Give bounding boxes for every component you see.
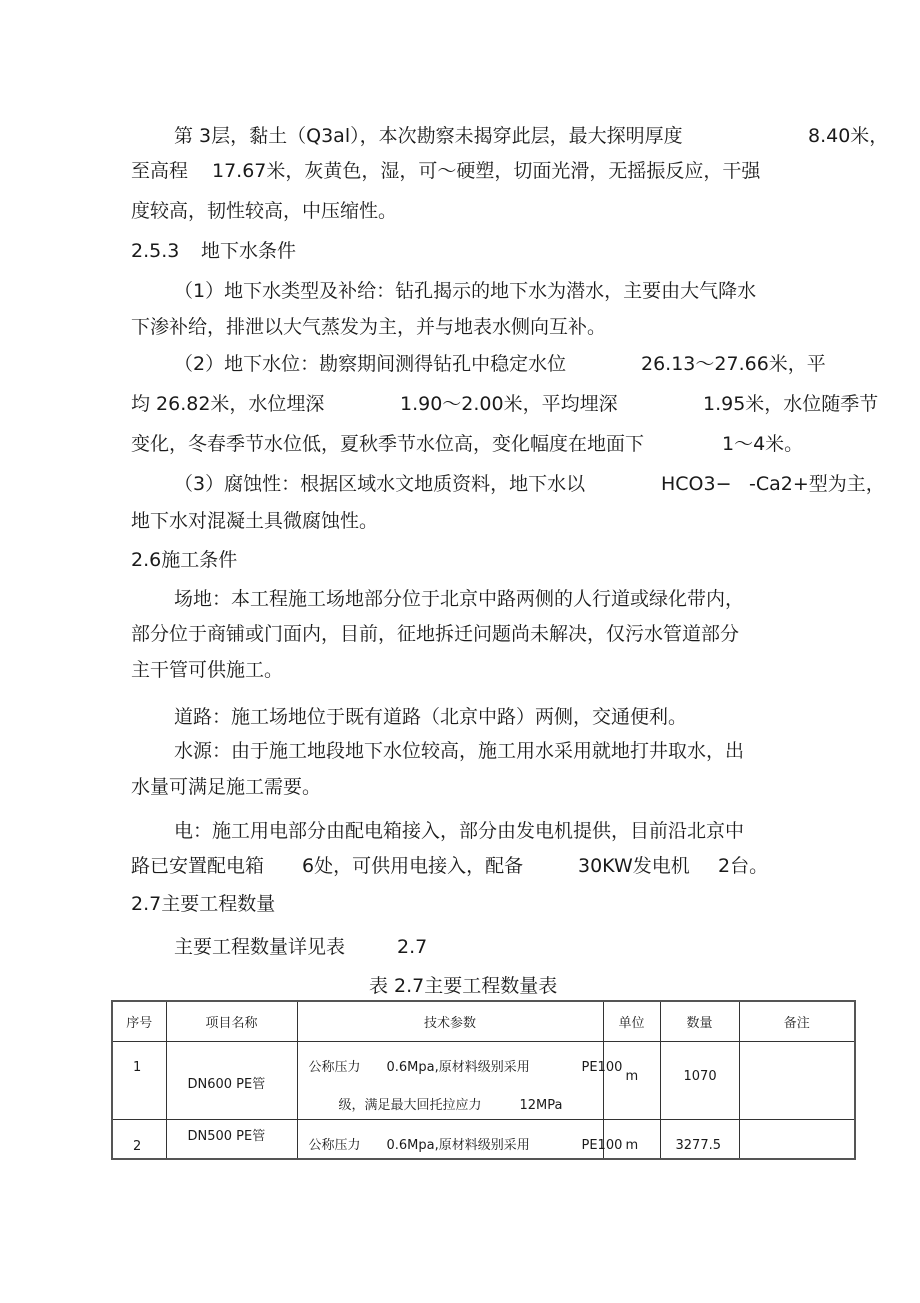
groundwater-p3-line1c: -Ca2+型为主， xyxy=(749,473,885,495)
site-line1: 场地：本工程施工场地部分位于北京中路两侧的人行道或绿化带内， xyxy=(174,588,745,610)
groundwater-p2-line1a: （2）地下水位：勘察期间测得钻孔中稳定水位 xyxy=(174,353,567,375)
header-remark: 备注 xyxy=(739,1001,855,1041)
row1-qty xyxy=(660,1041,739,1119)
row2-unit-text: m xyxy=(625,1137,639,1153)
row1-qty-text: 1070 xyxy=(683,1068,717,1084)
table-row xyxy=(112,1119,855,1159)
row1-unit-text: m xyxy=(625,1068,639,1084)
groundwater-p2-line2b: 1.90～2.00米，平均埋深 xyxy=(400,393,618,415)
section-2-5-3-number: 2.5.3 xyxy=(131,240,180,262)
row2-param-1b: 0.6Mpa,原材料级别采用 xyxy=(386,1137,530,1153)
groundwater-p2-line3a: 变化，冬春季节水位低，夏秋季节水位高，变化幅度在地面下 xyxy=(131,433,645,455)
row1-param-2b: 12MPa xyxy=(519,1097,563,1113)
power-line2d: 2台。 xyxy=(718,855,769,877)
row2-unit xyxy=(603,1119,660,1159)
row1-name-text: DN600 PE管 xyxy=(187,1076,266,1092)
section-2-5-3-title: 地下水条件 xyxy=(201,240,297,262)
groundwater-p1-line2: 下渗补给，排泄以大气蒸发为主，并与地表水侧向互补。 xyxy=(131,316,607,338)
table-ref-text: 主要工程数量详见表 xyxy=(174,936,346,958)
groundwater-p1-line1: （1）地下水类型及补给：钻孔揭示的地下水为潜水，主要由大气降水 xyxy=(174,280,757,302)
power-line2b: 6处，可供用电接入，配备 xyxy=(302,855,524,877)
power-line2a: 路已安置配电箱 xyxy=(131,855,265,877)
layer3-line2b: 17.67米，灰黄色，湿，可～硬塑，切面光滑，无摇振反应，干强 xyxy=(212,160,761,182)
water-line1: 水源：由于施工地段地下水位较高，施工用水采用就地打井取水，出 xyxy=(174,740,745,762)
groundwater-p2-line2a: 均 26.82米，水位埋深 xyxy=(131,393,325,415)
section-2-6-heading: 2.6施工条件 xyxy=(131,549,238,571)
header-params: 技术参数 xyxy=(297,1001,603,1041)
row1-no-text: 1 xyxy=(133,1059,142,1075)
row1-param-1c: PE100 xyxy=(581,1059,623,1075)
row2-remark xyxy=(739,1119,855,1159)
row1-no xyxy=(112,1041,166,1119)
layer3-line3: 度较高，韧性较高，中压缩性。 xyxy=(131,200,398,222)
groundwater-p3-line1a: （3）腐蚀性：根据区域水文地质资料，地下水以 xyxy=(174,473,586,495)
row1-param-2a: 级，满足最大回托拉应力 xyxy=(338,1097,482,1113)
row2-param-1a: 公称压力 xyxy=(308,1137,361,1153)
groundwater-p2-line3b: 1～4米。 xyxy=(722,433,804,455)
layer3-line1b: 8.40米， xyxy=(808,125,889,147)
groundwater-p3-line1b: HCO3− xyxy=(661,473,732,495)
header-name: 项目名称 xyxy=(166,1001,297,1041)
table-caption: 表 2.7主要工程数量表 xyxy=(369,975,558,997)
road-line: 道路：施工场地位于既有道路（北京中路）两侧，交通便利。 xyxy=(174,706,688,728)
row1-name xyxy=(166,1041,297,1119)
row1-remark xyxy=(739,1041,855,1119)
power-line1: 电：施工用电部分由配电箱接入，部分由发电机提供，目前沿北京中 xyxy=(174,820,745,842)
groundwater-p2-line2c: 1.95米，水位随季节 xyxy=(703,393,879,415)
row1-param-1b: 0.6Mpa,原材料级别采用 xyxy=(386,1059,530,1075)
header-no: 序号 xyxy=(112,1001,166,1041)
table-header-row xyxy=(112,1001,855,1041)
header-qty: 数量 xyxy=(660,1001,739,1041)
section-2-7-heading: 2.7主要工程数量 xyxy=(131,893,276,915)
layer3-line1a: 第 3层，黏土（Q3al），本次勘察未揭穿此层，最大探明厚度 xyxy=(174,125,683,147)
row2-qty-text: 3277.5 xyxy=(675,1137,721,1153)
row1-unit xyxy=(603,1041,660,1119)
quantities-table xyxy=(111,1000,856,1160)
row2-params xyxy=(297,1119,623,1159)
row2-param-1c: PE100 xyxy=(581,1137,623,1153)
site-line2: 部分位于商铺或门面内，目前，征地拆迁问题尚未解决，仅污水管道部分 xyxy=(131,623,740,645)
table-row xyxy=(112,1041,855,1119)
water-line2: 水量可满足施工需要。 xyxy=(131,776,322,798)
site-line3: 主干管可供施工。 xyxy=(131,659,284,681)
groundwater-p2-line1b: 26.13～27.66米，平 xyxy=(641,353,826,375)
row2-qty xyxy=(660,1119,739,1159)
row1-param-1a: 公称压力 xyxy=(308,1059,361,1075)
row2-no-text: 2 xyxy=(133,1138,142,1154)
row2-no xyxy=(112,1119,166,1159)
power-line2c: 30KW发电机 xyxy=(578,855,690,877)
row2-name xyxy=(166,1119,297,1159)
header-unit: 单位 xyxy=(603,1001,660,1041)
table-ref-number: 2.7 xyxy=(397,936,428,958)
row1-params xyxy=(297,1041,623,1119)
layer3-line2a: 至高程 xyxy=(131,160,189,182)
row2-name-text: DN500 PE管 xyxy=(187,1128,266,1144)
groundwater-p3-line2: 地下水对混凝土具微腐蚀性。 xyxy=(131,510,379,532)
